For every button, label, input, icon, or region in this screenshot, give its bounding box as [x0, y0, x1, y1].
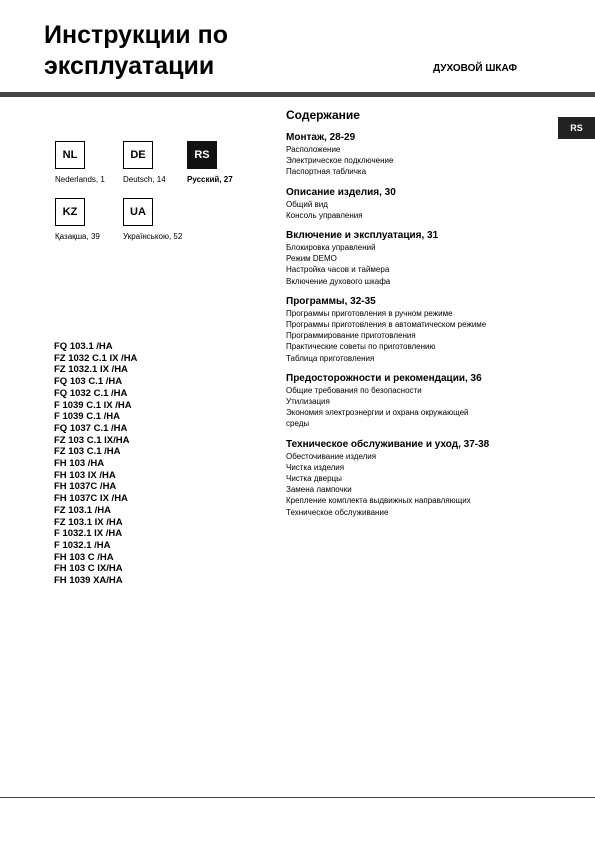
toc-item[interactable]: среды: [286, 419, 310, 429]
toc-title: Содержание: [286, 108, 360, 122]
model-item: F 1039 C.1 /HA: [54, 411, 120, 423]
language-box-rs[interactable]: RS: [187, 141, 217, 169]
model-item: F 1032.1 IX /HA: [54, 528, 123, 540]
toc-item[interactable]: Расположение: [286, 145, 341, 154]
table-of-contents: [286, 108, 551, 526]
model-item: FZ 103.1 IX /HA: [54, 516, 123, 528]
title-line-2: эксплуатации: [44, 52, 215, 80]
model-item: FH 103 C IX/HA: [54, 563, 123, 575]
toc-item[interactable]: Режим DEMO: [286, 254, 337, 264]
model-item: FZ 103.1 /HA: [54, 504, 112, 516]
model-item: FQ 103.1 /HA: [54, 341, 113, 352]
toc-heading[interactable]: Монтаж, 28-29: [286, 132, 356, 143]
toc-item[interactable]: Замена лампочки: [286, 485, 352, 495]
model-item: FH 1037C /HA: [54, 481, 117, 493]
toc-heading[interactable]: Включение и эксплуатация, 31: [286, 230, 439, 242]
toc-item[interactable]: Чистка изделия: [286, 462, 345, 472]
language-label-nl: Nederlands, 1: [55, 175, 105, 184]
language-label-ua: Українською, 52: [123, 232, 183, 241]
language-box-ua[interactable]: UA: [123, 198, 153, 226]
model-item: F 1039 C.1 IX /HA: [54, 399, 132, 411]
page-title: [44, 20, 228, 82]
model-item: FZ 1032 C.1 IX /HA: [54, 352, 138, 364]
toc-item[interactable]: Утилизация: [286, 397, 330, 407]
toc-item[interactable]: Техническое обслуживание: [286, 507, 389, 517]
toc-item[interactable]: Экономия электроэнергии и охрана окружающей: [286, 408, 469, 418]
toc-item[interactable]: Консоль управления: [286, 210, 363, 220]
toc-section-maintenance: [286, 438, 551, 518]
model-item: FH 1037C IX /HA: [54, 493, 128, 505]
language-label-de: Deutsch, 14: [123, 175, 166, 184]
toc-item[interactable]: Программы приготовления в автоматическом режиме: [286, 320, 487, 330]
toc-heading[interactable]: Предосторожности и рекомендации, 36: [286, 372, 482, 384]
toc-item[interactable]: Программы приготовления в ручном режиме: [286, 308, 453, 318]
toc-item[interactable]: Блокировка управлений: [286, 243, 376, 253]
language-box-de[interactable]: DE: [123, 141, 153, 169]
toc-item[interactable]: Общие требования по безопасности: [286, 385, 422, 395]
model-item: FQ 1037 C.1 /HA: [54, 422, 128, 434]
toc-item[interactable]: Таблица приготовления: [286, 353, 375, 363]
toc-item[interactable]: Программирование приготовления: [286, 331, 416, 341]
toc-item[interactable]: Чистка дверцы: [286, 474, 342, 484]
toc-section-description: [286, 186, 551, 221]
model-item: FZ 103 C.1 IX/HA: [54, 434, 130, 446]
toc-heading[interactable]: Описание изделия, 30: [286, 186, 396, 198]
model-item: FH 103 /HA: [54, 458, 105, 470]
toc-item[interactable]: Электрическое подключение: [286, 156, 394, 166]
toc-item[interactable]: Паспортная табличка: [286, 167, 367, 177]
model-item: FZ 1032.1 IX /HA: [54, 364, 128, 376]
product-type: ДУХОВОЙ ШКАФ: [433, 63, 518, 74]
language-box-kz[interactable]: KZ: [55, 198, 85, 226]
model-item: F 1032.1 /HA: [54, 539, 111, 551]
toc-section-programmes: [286, 295, 551, 364]
toc-heading[interactable]: Программы, 32-35: [286, 295, 376, 307]
toc-item[interactable]: Настройка часов и таймера: [286, 265, 390, 275]
language-label-kz: Қазақша, 39: [55, 232, 100, 241]
model-item: FZ 103 C.1 /HA: [54, 446, 121, 458]
model-item: FH 103 IX /HA: [54, 469, 116, 481]
title-line-1: Инструкции по: [44, 21, 228, 49]
footer-divider: [0, 797, 595, 798]
toc-section-installation: [286, 131, 551, 178]
toc-item[interactable]: Общий вид: [286, 199, 328, 209]
language-label-rs: Русский, 27: [187, 175, 233, 184]
toc-section-precautions: [286, 372, 551, 430]
toc-section-start-up: [286, 229, 551, 287]
toc-heading[interactable]: Техническое обслуживание и уход, 37-38: [286, 438, 490, 450]
model-list: [54, 341, 137, 587]
toc-item[interactable]: Обесточивание изделия: [286, 451, 377, 461]
toc-item[interactable]: Крепление комплекта выдвижных направляющих: [286, 496, 471, 506]
header-divider: [0, 92, 595, 97]
current-language-tab: RS: [558, 117, 595, 139]
model-item: FH 1039 XA/HA: [54, 575, 123, 587]
language-box-nl[interactable]: NL: [55, 141, 85, 169]
model-item: FQ 103 C.1 /HA: [54, 376, 123, 388]
toc-item[interactable]: Практические советы по приготовлению: [286, 342, 436, 352]
model-item: FQ 1032 C.1 /HA: [54, 387, 128, 399]
toc-item[interactable]: Включение духового шкафа: [286, 276, 391, 286]
model-item: FH 103 C /HA: [54, 551, 114, 563]
